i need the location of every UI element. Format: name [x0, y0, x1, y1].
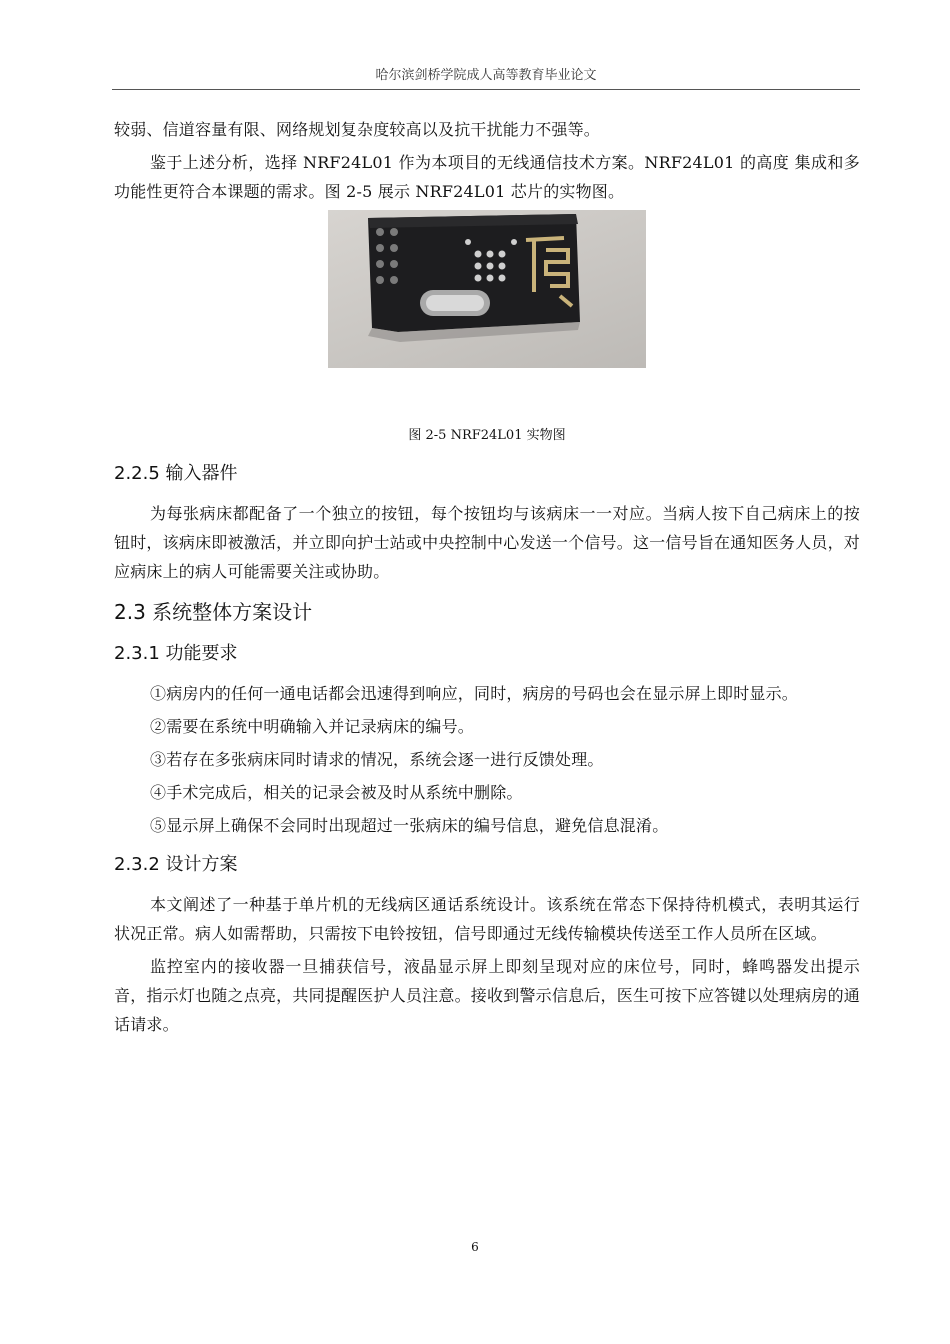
requirement-item: ②需要在系统中明确输入并记录病床的编号。	[150, 717, 475, 736]
paragraph-input-device: 为每张病床都配备了一个独立的按钮，每个按钮均与该病床一一对应。当病人按下自己病床上的按钮时，该病床即被激活，并立即向护士站或中央控制中心发送一个信号。这一信号旨在通知医务人员，对应病床上的病人可能需要关注或协助。	[114, 504, 860, 581]
requirement-item: ④手术完成后，相关的记录会被及时从系统中删除。	[150, 783, 523, 802]
heading-2-3-2: 2.3.2 设计方案	[114, 854, 238, 875]
figure-caption: 图 2-5 NRF24L01 实物图	[408, 428, 566, 443]
page-number: 6	[471, 1240, 479, 1254]
heading-2-3: 2.3 系统整体方案设计	[114, 600, 313, 624]
requirement-item: ⑤显示屏上确保不会同时出现超过一张病床的编号信息，避免信息混淆。	[150, 816, 669, 835]
running-header: 哈尔滨剑桥学院成人高等教育毕业论文	[375, 68, 597, 83]
page-content	[114, 115, 860, 1043]
header-rule	[112, 89, 860, 90]
paragraph-nrf-choice: 鉴于上述分析，选择 NRF24L01 作为本项目的无线通信技术方案。NRF24L01 的高度 集成和多功能性更符合本课题的需求。图 2-5 展示 NRF24L01 芯片的实物图。	[114, 153, 860, 201]
heading-2-3-1: 2.3.1 功能要求	[114, 643, 238, 664]
nrf24l01-photo	[328, 210, 646, 368]
requirement-item: ①病房内的任何一通电话都会迅速得到响应，同时，病房的号码也会在显示屏上即时显示。	[150, 684, 799, 703]
nrf24l01-module-illustration	[328, 210, 646, 368]
paragraph-continued: 较弱、信道容量有限、网络规划复杂度较高以及抗干扰能力不强等。	[114, 120, 601, 139]
paragraph-design-2: 监控室内的接收器一旦捕获信号，液晶显示屏上即刻呈现对应的床位号，同时，蜂鸣器发出提示音，指示灯也随之点亮，共同提醒医护人员注意。接收到警示信息后，医生可按下应答键以处理病房的通话请求。	[114, 957, 860, 1034]
figure-2-5	[114, 210, 860, 443]
heading-2-2-5: 2.2.5 输入器件	[114, 463, 238, 484]
requirement-item: ③若存在多张病床同时请求的情况，系统会逐一进行反馈处理。	[150, 750, 604, 769]
paragraph-design-1: 本文阐述了一种基于单片机的无线病区通话系统设计。该系统在常态下保持待机模式，表明其运行状况正常。病人如需帮助，只需按下电铃按钮，信号即通过无线传输模块传送至工作人员所在区域。	[114, 895, 860, 943]
